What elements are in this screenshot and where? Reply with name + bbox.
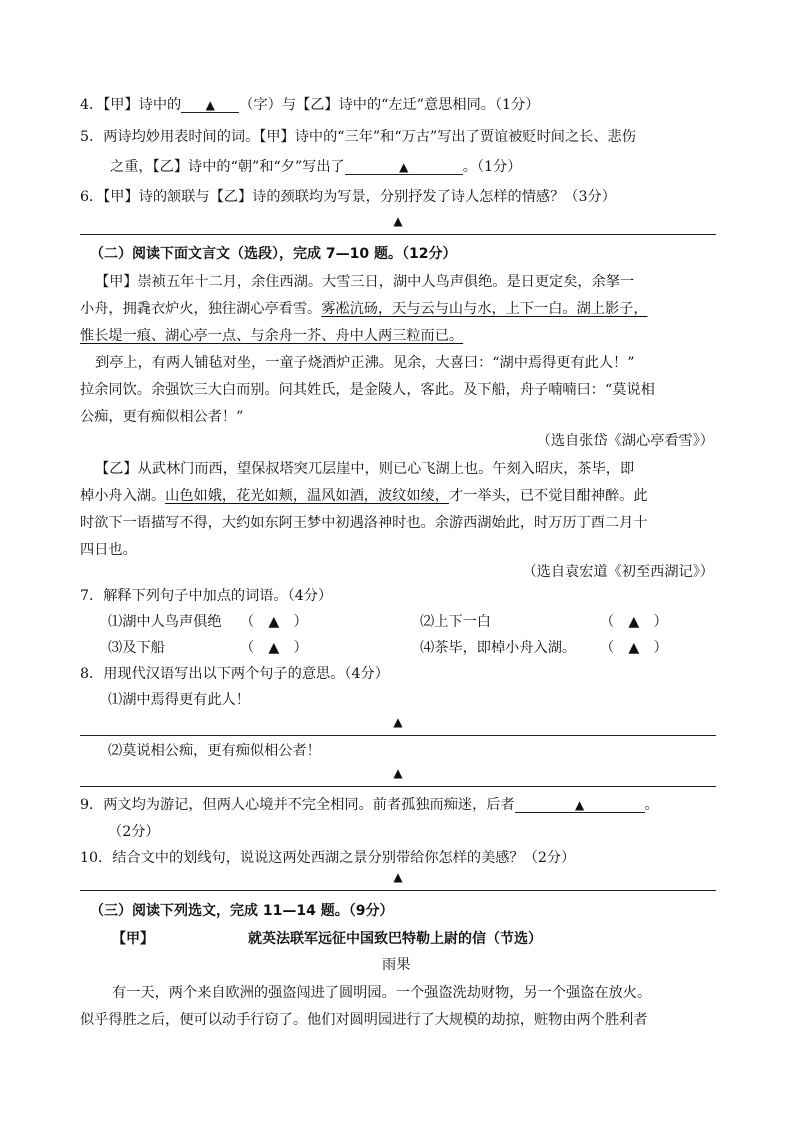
underlined-sentence: 山色如娥，花光如颊，温风如酒，波纹如绫，	[165, 488, 449, 504]
answer-blank[interactable]: ▲	[181, 95, 239, 113]
passage-jia-line-1: 【甲】崇祯五年十二月，余住西湖。大雪三日，湖中人鸟声俱绝。是日更定矣，余拏一	[95, 274, 635, 290]
answer-line[interactable]: ▲	[80, 715, 716, 735]
passage-yi-line-4: 四日也。	[80, 542, 137, 558]
passage-tag: 【甲】	[112, 931, 154, 947]
question-9-points: （2分）	[108, 824, 160, 840]
q7-blank-2[interactable]: （ ▲ ）	[600, 614, 668, 630]
q7-blank-1[interactable]: （ ▲ ）	[240, 614, 308, 630]
q7-item-4: ⑷茶毕，即棹小舟入湖。	[420, 640, 577, 656]
q7-blank-3[interactable]: （ ▲ ）	[240, 640, 308, 656]
question-9: 9．两文均为游记，但两人心境并不完全相同。前者孤独而痴迷，后者 ▲ 。	[80, 797, 659, 813]
question-5: 5．两诗均妙用表时间的词。【甲】诗中的“三年”和“万古”写出了贾谊被贬时间之长、悲伤	[80, 129, 636, 145]
question-6: 6．【甲】诗的颔联与【乙】诗的颈联均为写景，分别抒发了诗人怎样的情感？（3分）	[80, 189, 616, 205]
passage-yi-line-2: 棹小舟入湖。山色如娥，花光如颊，温风如酒，波纹如绫，才一举头，已不觉目酣神醉。此	[80, 488, 648, 504]
underlined-sentence: 雾凇沆砀，天与云与山与水，上下一白。湖上影子，	[321, 301, 648, 317]
source-citation: （选自张岱《湖心亭看雪》）	[536, 433, 714, 449]
q7-item-1: ⑴湖中人鸟声俱绝	[108, 614, 222, 630]
passage-jia-line-6: 公痴，更有痴似相公者！”	[80, 409, 244, 425]
question-7: 7．解释下列句子中加点的词语。（4分）	[80, 588, 333, 604]
answer-line[interactable]: ▲	[80, 766, 716, 786]
section-3-title: （三）阅读下列选文，完成 11—14 题。（9分）	[90, 903, 394, 919]
q7-blank-4[interactable]: （ ▲ ）	[600, 640, 668, 656]
q8-sentence-2: ⑵莫说相公痴，更有痴似相公者！	[108, 743, 321, 759]
section-2-title: （二）阅读下面文言文（选段），完成 7—10 题。（12分）	[90, 246, 457, 262]
source-citation: （选自袁宏道《初至西湖记》）	[522, 564, 714, 580]
author: 雨果	[382, 957, 411, 973]
letter-paragraph-line-1: 有一天，两个来自欧洲的强盗闯进了圆明园。一个强盗洗劫财物，另一个强盗在放火。	[112, 985, 652, 1001]
question-8: 8．用现代汉语写出以下两个句子的意思。（4分）	[80, 666, 389, 682]
passage-yi-line-1: 【乙】从武林门而西，望保叔塔突兀层崖中，则已心飞湖上也。午刻入昭庆，茶毕，即	[95, 461, 635, 477]
answer-line[interactable]: ▲	[80, 870, 716, 890]
passage-jia-line-4: 到亭上，有两人铺毡对坐，一童子烧酒炉正沸。见余，大喜曰：“湖中焉得更有此人！”	[95, 355, 635, 371]
letter-paragraph-line-2: 似乎得胜之后，便可以动手行窃了。他们对圆明园进行了大规模的劫掠，赃物由两个胜利者	[80, 1012, 648, 1028]
question-4: 4．【甲】诗中的 ▲ （字）与【乙】诗中的“左迁”意思相同。（1分）	[80, 97, 540, 113]
passage-jia-line-5: 拉余同饮。余强饮三大白而别。问其姓氏，是金陵人，客此。及下船，舟子喃喃曰：“莫说相	[80, 382, 655, 398]
underlined-sentence: 惟长堤一痕、湖心亭一点、与余舟一芥、舟中人两三粒而已。	[80, 328, 464, 344]
answer-blank[interactable]: ▲	[515, 795, 645, 813]
answer-blank[interactable]: ▲	[345, 157, 463, 175]
passage-yi-line-3: 时欲下一语描写不得，大约如东阿王梦中初遇洛神时也。余游西湖始此，时万历丁酉二月十	[80, 515, 648, 531]
passage-jia-line-2: 小舟，拥毳衣炉火，独往湖心亭看雪。雾凇沆砀，天与云与山与水，上下一白。湖上影子，	[80, 301, 648, 317]
passage-jia-line-3	[80, 326, 463, 346]
letter-title: 就英法联军远征中国致巴特勒上尉的信（节选）	[248, 931, 542, 947]
q7-item-2: ⑵上下一白	[420, 614, 491, 630]
question-10: 10．结合文中的划线句，说说这两处西湖之景分别带给你怎样的美感？（2分）	[80, 850, 576, 866]
q7-item-3: ⑶及下船	[108, 640, 165, 656]
question-5-cont: 之重，【乙】诗中的“朝”和“夕”写出了 ▲ 。（1分）	[110, 159, 522, 175]
q8-sentence-1: ⑴湖中焉得更有此人！	[108, 692, 250, 708]
answer-line[interactable]: ▲	[80, 214, 716, 234]
